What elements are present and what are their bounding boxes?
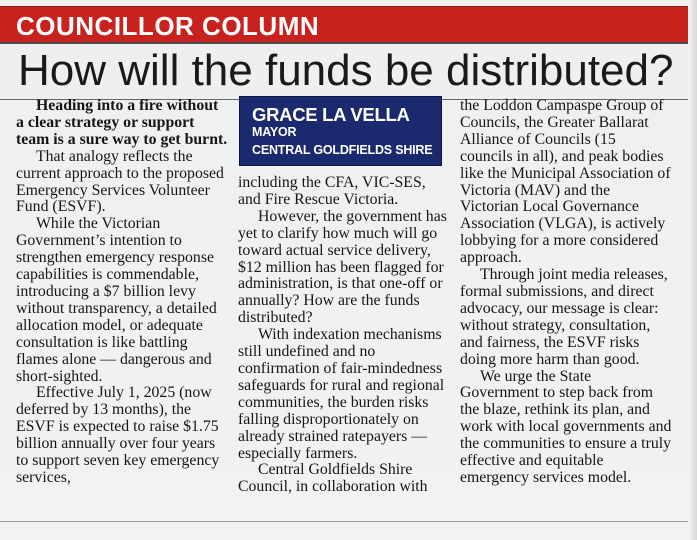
author-byline-box: [239, 96, 442, 166]
author-organisation: CENTRAL GOLDFIELDS SHIRE: [252, 143, 433, 157]
author-title: MAYOR: [252, 125, 297, 139]
article-headline: How will the funds be distributed?: [18, 46, 674, 95]
lead-paragraph: Heading into a fire without a clear strategy or support team is a sure way to get burnt.: [16, 97, 228, 148]
article-column-2: [238, 175, 450, 496]
body-paragraph: Effective July 1, 2025 (now deferred by 13 months), the ESVF is expected to raise $1.75 billion annually over four years to support seven key emergency services,: [16, 384, 220, 486]
body-paragraph: While the Victorian Government’s intention to strengthen emergency response capabilities is commendable, introducing a $7 billion levy without transparency, a detailed allocation model, or adequate consultation is like battling flames alone — dangerous and short-sighted.: [16, 215, 217, 385]
article-column-1: [16, 98, 228, 487]
body-paragraph: Through joint media releases, formal submissions, and direct advocacy, our message is clear: without strategy, consultation, and fairness, the ESVF risks doing more harm than good.: [460, 266, 668, 368]
body-paragraph-continued: the Loddon Campaspe Group of Councils, the Greater Ballarat Alliance of Councils (15 councils in all), and peak bodies like the Municipal Association of Victoria (MAV) and the Victorian Local Governance Association (VLGA), is actively lobbying for a more considered approach.: [460, 97, 671, 267]
author-name: GRACE LA VELLA: [252, 104, 410, 125]
body-paragraph: Central Goldfields Shire Council, in collaboration with: [238, 461, 428, 496]
body-paragraph: However, the government has yet to clarify how much will go toward actual service delivery, $12 million has been flagged for administration, is that one-off or annually? How are the funds distributed?: [238, 207, 447, 327]
article-column-3: [460, 98, 672, 487]
section-banner: [0, 6, 688, 43]
body-paragraph: We urge the State Government to step back from the blaze, rethink its plan, and work with local governments and the communities to ensure a truly effective and equitable emergency services model.: [460, 367, 672, 486]
page-bottom-rule: [0, 521, 688, 522]
body-paragraph: With indexation mechanisms still undefined and no confirmation of fair-mindedness safeguards for rural and regional communities, the burden risks falling disproportionately on already strained ratepayers — especially farmers.: [238, 326, 445, 462]
body-paragraph: That analogy reflects the current approach to the proposed Emergency Services Volunteer Fund (ESVF).: [16, 147, 224, 216]
section-label: COUNCILLOR COLUMN: [16, 11, 320, 41]
page-edge-shadow: [688, 0, 697, 540]
body-paragraph-continued: including the CFA, VIC-SES, and Fire Rescue Victoria.: [238, 174, 426, 208]
